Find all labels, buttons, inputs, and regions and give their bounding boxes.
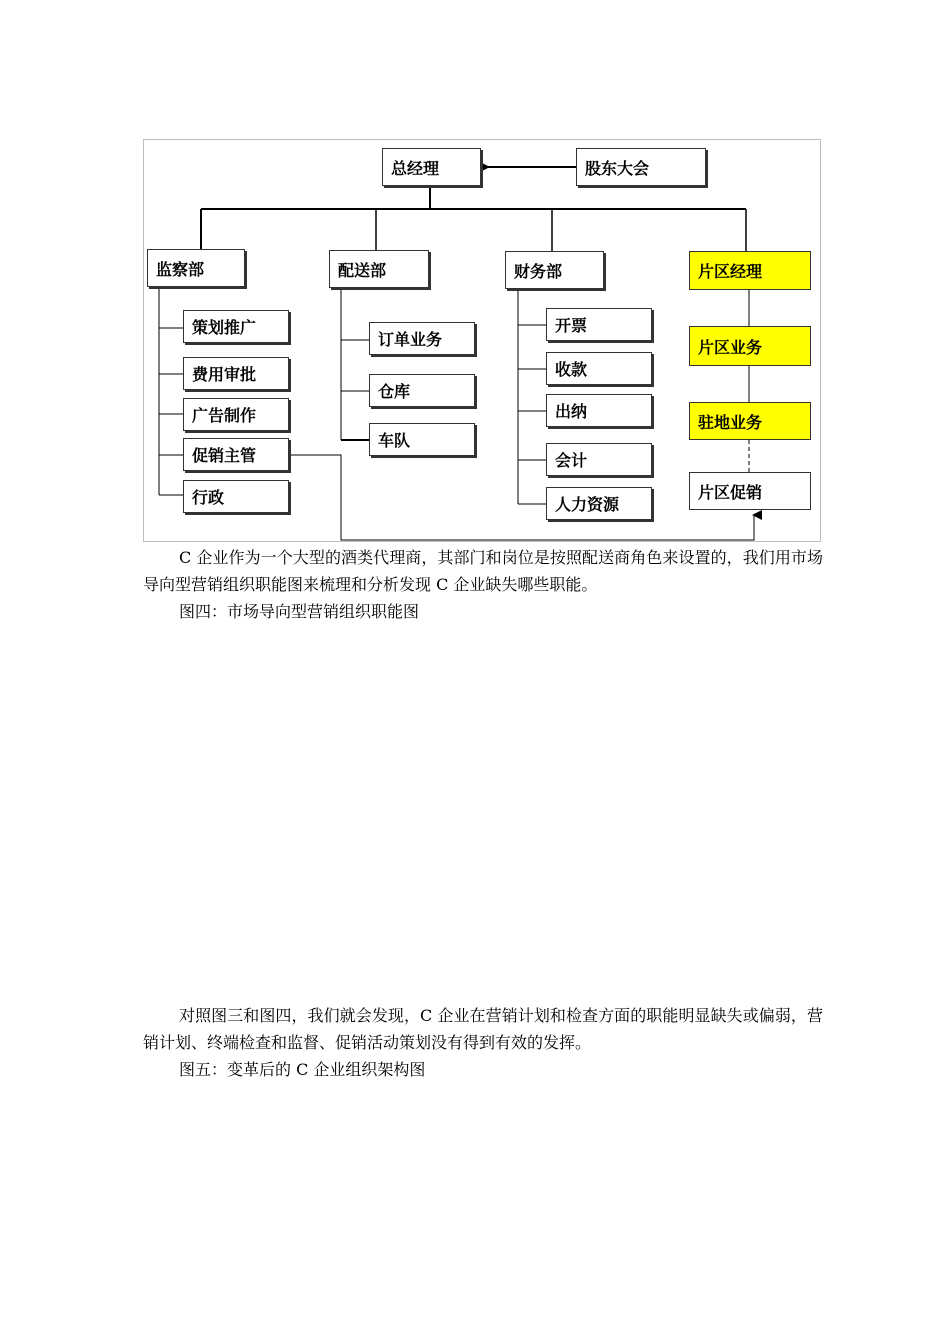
box-general-manager: 总经理 xyxy=(382,148,481,186)
box-fleet: 车队 xyxy=(369,423,475,456)
box-local-business: 驻地业务 xyxy=(689,402,811,440)
box-dept-supervision: 监察部 xyxy=(147,249,245,287)
box-area-business: 片区业务 xyxy=(689,326,811,366)
box-dept-finance: 财务部 xyxy=(505,251,604,289)
paragraph-comparison: 对照图三和图四，我们就会发现，C 企业在营销计划和检查方面的职能明显缺失或偏弱，营销计划、终端检查和监督、促销活动策划没有得到有效的发挥。 xyxy=(143,1006,823,1052)
box-shareholders-meeting: 股东大会 xyxy=(576,148,706,186)
text-block-1 xyxy=(143,544,823,625)
box-area-promotion: 片区促销 xyxy=(689,472,811,510)
box-warehouse: 仓库 xyxy=(369,374,475,407)
box-human-resources: 人力资源 xyxy=(546,487,652,520)
box-planning-promotion: 策划推广 xyxy=(183,310,289,343)
box-cashier: 出纳 xyxy=(546,394,652,427)
caption-figure-4: 图四：市场导向型营销组织职能图 xyxy=(179,602,420,621)
text-block-2 xyxy=(143,1002,823,1083)
caption-figure-5: 图五：变革后的 C 企业组织架构图 xyxy=(179,1060,426,1079)
box-promotion-supervisor: 促销主管 xyxy=(183,438,289,471)
box-accounting: 会计 xyxy=(546,443,652,476)
box-area-manager: 片区经理 xyxy=(689,251,811,290)
box-order-business: 订单业务 xyxy=(369,322,475,355)
box-expense-approval: 费用审批 xyxy=(183,357,289,390)
box-dept-distribution: 配送部 xyxy=(329,250,429,288)
box-collection: 收款 xyxy=(546,352,652,385)
box-administration: 行政 xyxy=(183,480,289,513)
box-invoicing: 开票 xyxy=(546,308,652,341)
box-ad-production: 广告制作 xyxy=(183,398,289,431)
paragraph-intro: C 企业作为一个大型的酒类代理商，其部门和岗位是按照配送商角色来设置的，我们用市场导向型营销组织职能图来梳理和分析发现 C 企业缺失哪些职能。 xyxy=(143,548,823,594)
